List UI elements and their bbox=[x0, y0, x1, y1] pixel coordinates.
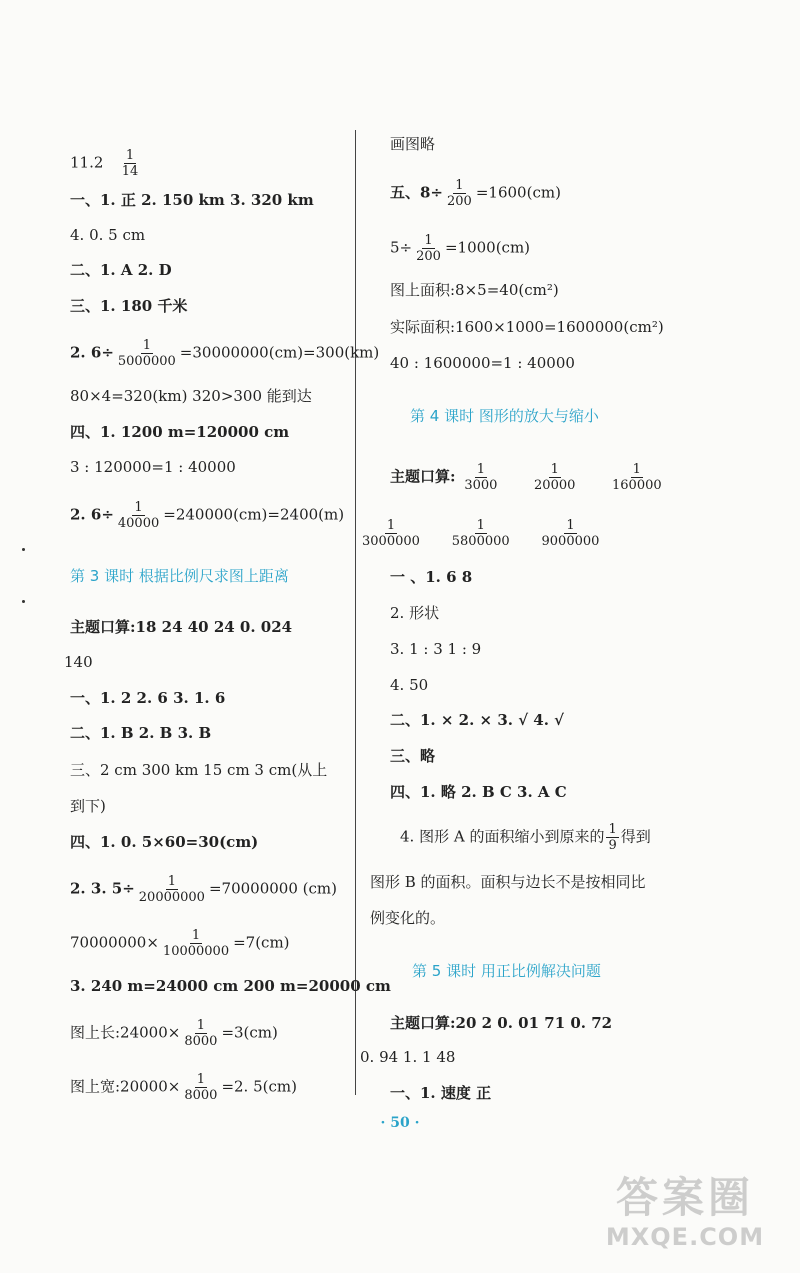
fraction bbox=[445, 178, 474, 209]
denominator: 3000000 bbox=[362, 534, 420, 549]
answer-text: =30000000(cm)=300(km) bbox=[179, 343, 380, 362]
margin-dot bbox=[22, 600, 25, 603]
answer-line bbox=[70, 928, 290, 959]
answer-line: 二、1. × 2. × 3. √ 4. √ bbox=[390, 711, 565, 729]
watermark-logo bbox=[590, 1173, 780, 1263]
fraction bbox=[462, 462, 499, 493]
answer-line: 4. 0. 5 cm bbox=[70, 226, 146, 244]
numerator: 1 bbox=[476, 518, 485, 533]
answer-text: 3. 240 m=24000 cm 200 m=20000 cm bbox=[70, 977, 391, 995]
answer-line bbox=[70, 338, 379, 369]
answer-line: 0. 94 1. 1 48 bbox=[360, 1048, 456, 1066]
numerator: 1 bbox=[196, 1072, 206, 1087]
answer-line bbox=[390, 178, 561, 209]
numerator: 1 bbox=[191, 928, 201, 943]
answer-line: 图形 B 的面积。面积与边长不是按相同比 bbox=[370, 873, 646, 891]
fraction bbox=[610, 462, 664, 493]
answer-line: 一、1. 速度 正 bbox=[390, 1084, 492, 1102]
denominator: 5800000 bbox=[451, 534, 510, 549]
section-heading: 第 5 课时 用正比例解决问题 bbox=[412, 962, 601, 980]
fraction bbox=[116, 500, 161, 531]
answer-line: 画图略 bbox=[390, 135, 436, 153]
answer-line: 140 bbox=[64, 653, 93, 671]
numerator: 1 bbox=[142, 338, 151, 353]
answer-line: 80×4=320(km) 320>300 能到达 bbox=[70, 387, 312, 405]
answer-line bbox=[390, 233, 530, 264]
answer-text: =7(cm) bbox=[233, 933, 290, 952]
answer-line: 三、2 cm 300 km 15 cm 3 cm(从上 bbox=[70, 761, 328, 779]
numerator: 1 bbox=[134, 500, 143, 515]
denominator: 200 bbox=[416, 249, 441, 264]
section-heading: 第 4 课时 图形的放大与缩小 bbox=[410, 407, 599, 425]
numerator: 1 bbox=[455, 178, 464, 193]
answer-line: 二、1. B 2. B 3. B bbox=[70, 724, 212, 742]
answer-line bbox=[70, 1072, 297, 1103]
answer-line: 例变化的。 bbox=[370, 909, 446, 927]
answer-text: 4. 图形 A 的面积缩小到原来的 bbox=[400, 827, 605, 846]
answer-line bbox=[70, 148, 142, 179]
fraction bbox=[414, 233, 443, 264]
answer-line: 三、1. 180 千米 bbox=[70, 297, 188, 315]
answer-text: 70000000× bbox=[70, 933, 159, 952]
answer-line: 4. 50 bbox=[390, 676, 429, 694]
fraction bbox=[161, 928, 231, 959]
fraction bbox=[450, 518, 512, 549]
denominator: 160000 bbox=[612, 478, 662, 493]
fraction bbox=[182, 1072, 219, 1103]
answer-text: 2. 6÷ bbox=[70, 505, 114, 524]
numerator: 1 bbox=[608, 822, 617, 837]
answer-line bbox=[358, 518, 603, 549]
denominator: 20000 bbox=[534, 478, 576, 493]
answer-line: 三、略 bbox=[390, 747, 436, 765]
numerator: 1 bbox=[386, 518, 396, 533]
numerator: 1 bbox=[125, 148, 135, 163]
watermark-url: MXQE.COM bbox=[605, 1223, 765, 1251]
answer-line: 图上面积:8×5=40(cm²) bbox=[390, 281, 559, 299]
denominator: 5000000 bbox=[117, 354, 176, 369]
answer-text: =3(cm) bbox=[221, 1023, 278, 1042]
answer-line: 主题口算:18 24 40 24 0. 024 bbox=[70, 618, 293, 636]
numerator: 1 bbox=[424, 233, 433, 248]
answer-line: 3 : 120000=1 : 40000 bbox=[70, 458, 236, 476]
answer-text: 图上宽:20000× bbox=[70, 1077, 181, 1096]
fraction bbox=[120, 148, 141, 179]
fraction bbox=[540, 518, 602, 549]
answer-line: 四、1. 略 2. B C 3. A C bbox=[390, 783, 567, 801]
margin-dot bbox=[22, 548, 25, 551]
answer-text: 11.2 bbox=[70, 153, 104, 172]
answer-text: 五、8÷ bbox=[390, 183, 444, 202]
denominator: 200 bbox=[447, 194, 472, 209]
answer-line: 一、1. 2 2. 6 3. 1. 6 bbox=[70, 689, 226, 707]
denominator: 3000 bbox=[464, 478, 498, 493]
fraction bbox=[606, 822, 618, 853]
answer-line: 四、1. 1200 m=120000 cm bbox=[70, 423, 290, 441]
answer-line bbox=[70, 976, 391, 996]
denominator: 20000000 bbox=[138, 890, 205, 905]
watermark-text: 答案圈 bbox=[615, 1173, 754, 1222]
numerator: 1 bbox=[196, 1018, 206, 1033]
page-number: · 50 · bbox=[380, 1115, 420, 1131]
section-heading: 第 3 课时 根据比例尺求图上距离 bbox=[70, 567, 289, 585]
answer-line: 到下) bbox=[70, 797, 106, 815]
answer-line: 一 、1. 6 8 bbox=[390, 568, 473, 586]
answer-line: 2. 形状 bbox=[390, 604, 440, 622]
denominator: 10000000 bbox=[162, 944, 230, 959]
numerator: 1 bbox=[476, 462, 486, 477]
answer-text: =1600(cm) bbox=[475, 183, 561, 202]
answer-text: =240000(cm)=2400(m) bbox=[163, 505, 345, 524]
denominator: 9 bbox=[608, 838, 617, 853]
answer-text: =70000000 (cm) bbox=[208, 879, 337, 898]
answer-line bbox=[70, 874, 337, 905]
numerator: 1 bbox=[566, 518, 575, 533]
answer-text: =2. 5(cm) bbox=[221, 1077, 297, 1096]
answer-line: 一、1. 正 2. 150 km 3. 320 km bbox=[70, 191, 314, 209]
numerator: 1 bbox=[632, 462, 641, 477]
denominator: 8000 bbox=[184, 1088, 218, 1103]
column-divider bbox=[355, 130, 356, 1095]
numerator: 1 bbox=[167, 874, 176, 889]
answer-line: 40 : 1600000=1 : 40000 bbox=[390, 354, 575, 372]
answer-text: 主题口算: bbox=[390, 467, 456, 486]
answer-text: =1000(cm) bbox=[444, 238, 531, 257]
fraction bbox=[360, 518, 422, 549]
answer-text: 2. 6÷ bbox=[70, 343, 114, 362]
answer-line bbox=[70, 500, 344, 531]
answer-text: 2. 3. 5÷ bbox=[70, 879, 135, 898]
answer-text: 得到 bbox=[620, 827, 651, 846]
denominator: 9000000 bbox=[541, 534, 600, 549]
answer-text: 5÷ bbox=[390, 238, 413, 257]
fraction bbox=[182, 1018, 219, 1049]
answer-line bbox=[390, 462, 666, 493]
denominator: 40000 bbox=[117, 516, 160, 531]
answer-line: 实际面积:1600×1000=1600000(cm²) bbox=[390, 318, 664, 336]
answer-line: 主题口算:20 2 0. 01 71 0. 72 bbox=[390, 1014, 613, 1032]
answer-line bbox=[400, 822, 651, 853]
answer-line bbox=[70, 1018, 278, 1049]
numerator: 1 bbox=[550, 462, 559, 477]
fraction bbox=[137, 874, 207, 905]
answer-line: 四、1. 0. 5×60=30(cm) bbox=[70, 833, 259, 851]
fraction bbox=[532, 462, 577, 493]
answer-text: 图上长:24000× bbox=[70, 1023, 181, 1042]
fraction bbox=[116, 338, 178, 369]
denominator: 8000 bbox=[184, 1034, 218, 1049]
answer-line: 二、1. A 2. D bbox=[70, 261, 172, 279]
answer-line: 3. 1 : 3 1 : 9 bbox=[390, 640, 482, 658]
denominator: 14 bbox=[121, 164, 139, 179]
